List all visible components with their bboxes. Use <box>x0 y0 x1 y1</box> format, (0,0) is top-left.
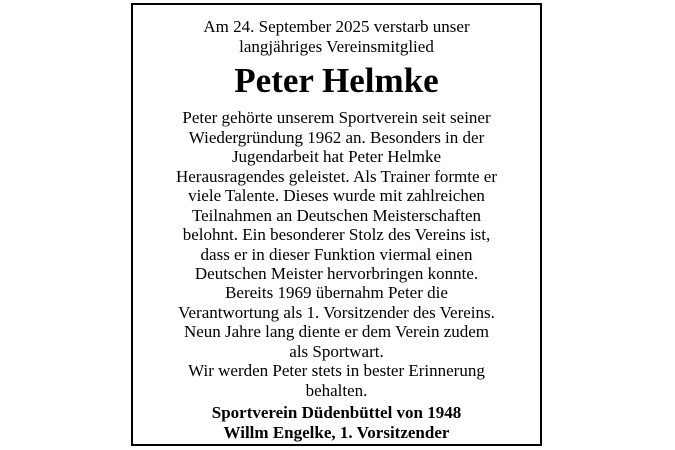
paragraph-line: Peter gehörte unserem Sportverein seit seiner <box>182 108 491 127</box>
paragraph-line: Wir werden Peter stets in bester Erinnerung <box>188 361 485 380</box>
intro-line: langjähriges Vereinsmitglied <box>239 37 434 56</box>
paragraph-line: Verantwortung als 1. Vorsitzender des Vereins. <box>178 302 495 322</box>
paragraph-line: belohnt. Ein besonderer Stolz des Vereins ist, <box>182 225 491 244</box>
intro-line: Am 24. September 2025 verstarb unser <box>203 17 470 36</box>
signatory: Willm Engelke, 1. Vorsitzender <box>223 423 450 442</box>
paragraph-line: Teilnahmen an Deutschen Meisterschaften <box>191 205 482 225</box>
paragraph-line: Deutschen Meister hervorbringen konnte. <box>194 264 479 283</box>
paragraph-line: dass er in dieser Funktion viermal einen <box>200 244 473 264</box>
tribute-paragraph-2 <box>133 283 540 400</box>
obituary-notice <box>131 3 542 446</box>
paragraph-line: behalten. <box>305 380 368 400</box>
paragraph-line: viele Talente. Dieses wurde mit zahlreichen <box>188 186 485 205</box>
paragraph-line: als Sportwart. <box>289 341 384 361</box>
deceased-name: Peter Helmke <box>234 61 439 100</box>
intro-text <box>133 17 540 57</box>
club-name: Sportverein Düdenbüttel von 1948 <box>211 403 462 422</box>
paragraph-line: Neun Jahre lang diente er dem Verein zudem <box>183 322 490 341</box>
tribute-paragraph-1 <box>133 108 540 284</box>
signature-block <box>133 403 540 443</box>
paragraph-line: Bereits 1969 übernahm Peter die <box>225 283 448 302</box>
paragraph-line: Herausragendes geleistet. Als Trainer formte er <box>175 166 498 186</box>
paragraph-line: Jugendarbeit hat Peter Helmke <box>231 147 442 166</box>
paragraph-line: Wiedergründung 1962 an. Besonders in der <box>188 127 485 147</box>
